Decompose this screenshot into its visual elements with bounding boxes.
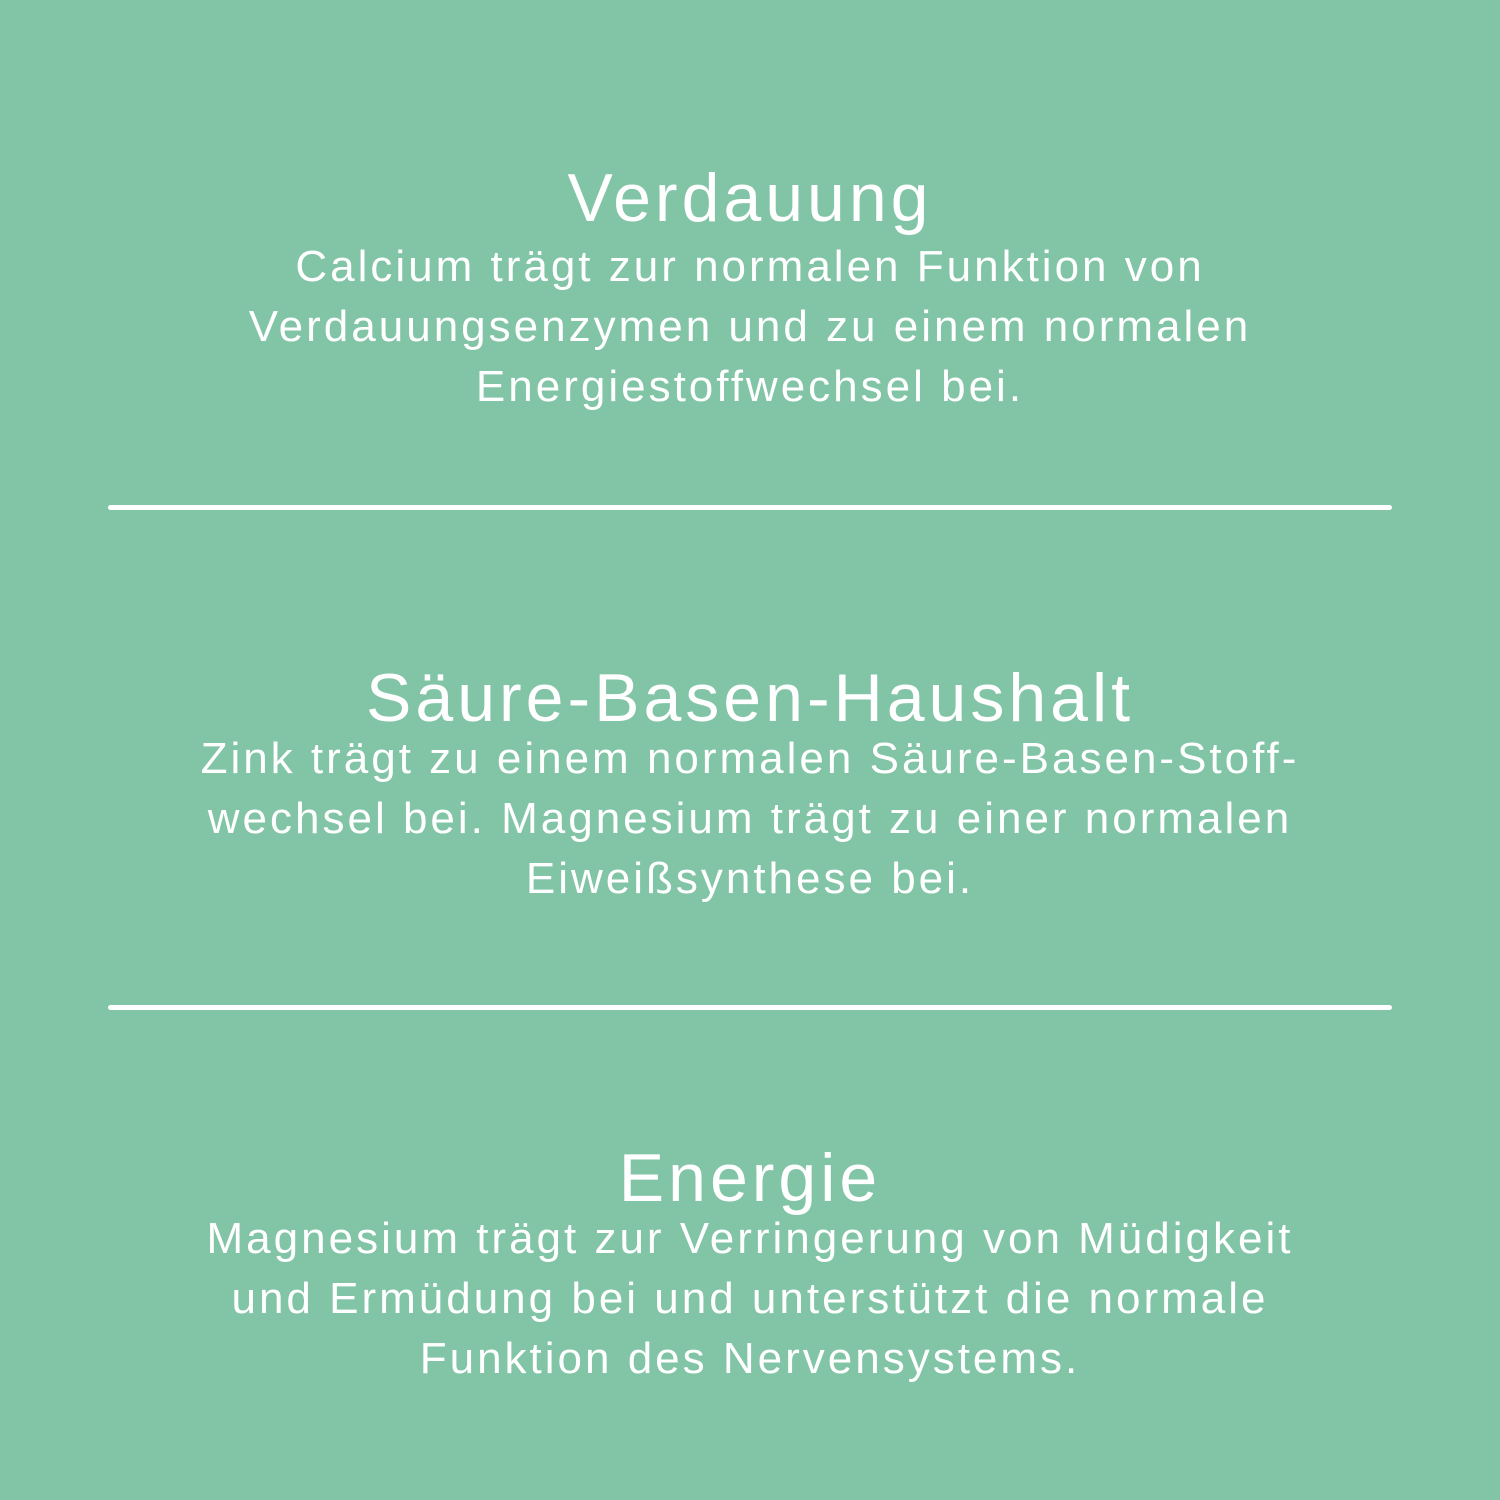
section-heading-energie: Energie	[618, 1140, 882, 1217]
body-text-line: Eiweißsynthese bei.	[525, 854, 975, 903]
section-divider	[108, 505, 1392, 510]
body-text-line: Calcium trägt zur normalen Funktion von	[295, 242, 1205, 291]
body-text-line: Magnesium trägt zur Verringerung von Müdigkeit	[206, 1214, 1294, 1263]
body-text-line: Zink trägt zu einem normalen Säure-Basen-Stoff-	[200, 734, 1300, 783]
section-body-energie	[0, 1209, 1500, 1389]
section-heading-saeure-basen-haushalt: Säure-Basen-Haushalt	[366, 660, 1134, 737]
body-text-line: Energiestoffwechsel bei.	[475, 362, 1025, 411]
body-text-line: und Ermüdung bei und unterstützt die normale	[231, 1274, 1269, 1323]
section-heading-verdauung: Verdauung	[567, 160, 933, 237]
body-text-line: wechsel bei. Magnesium trägt zu einer normalen	[207, 794, 1293, 843]
body-text-line: Verdauungsenzymen und zu einem normalen	[248, 302, 1252, 351]
section-body-saeure-basen-haushalt	[0, 729, 1500, 909]
section-divider	[108, 1005, 1392, 1010]
section-body-verdauung	[0, 237, 1500, 417]
body-text-line: Funktion des Nervensystems.	[419, 1334, 1081, 1383]
